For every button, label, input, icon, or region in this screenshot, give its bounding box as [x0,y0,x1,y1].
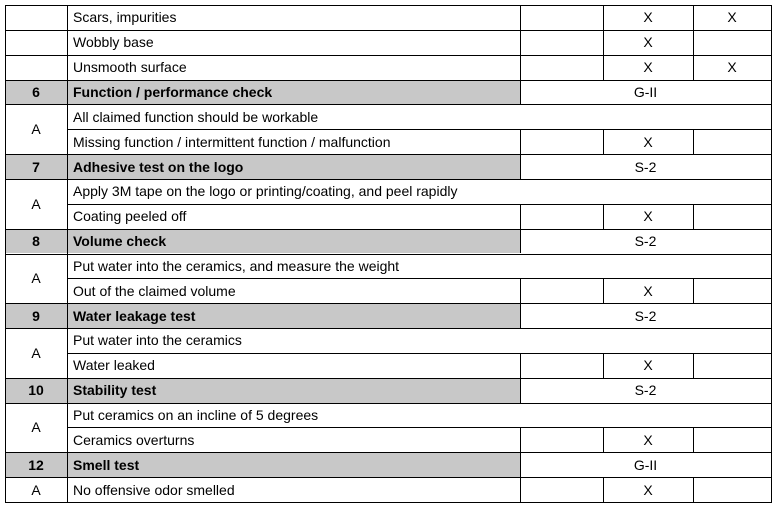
col-line [603,30,604,55]
col-line [520,353,521,378]
minor-mark [693,204,771,229]
col-line [520,477,521,502]
defect-item: Unsmooth surface [73,59,187,76]
critical-mark [520,5,603,30]
critical-mark [520,30,603,55]
col-line [603,353,604,378]
section-number: 10 [5,378,67,403]
section-title: Stability test [67,378,520,403]
row-line [5,80,772,81]
col-line [603,477,604,502]
minor-mark [693,278,771,303]
row-line [5,303,772,304]
sampling-level: G-II [633,83,658,100]
col-line [603,55,604,80]
critical-mark [520,427,603,452]
section-number: 6 [5,80,67,105]
col-line [603,204,604,229]
row-line [67,204,772,205]
test-method: Apply 3M tape on the logo or printing/coating, and peel rapidly [73,183,458,200]
minor-mark [693,30,771,55]
section-number: 9 [5,303,67,328]
defect-item: Scars, impurities [73,9,177,26]
sub-item-label: A [31,270,41,287]
major-mark: X [643,34,653,51]
sub-item-label: A [31,121,41,138]
section-title: Volume check [67,229,520,254]
sampling-level: S-2 [634,158,657,175]
col-line [520,278,521,303]
defect-item: Ceramics overturns [73,431,195,448]
test-method: All claimed function should be workable [73,108,319,125]
section-title: Smell test [67,452,520,477]
right-border [771,5,772,502]
minor-mark: X [727,9,737,26]
defect-item: Wobbly base [73,34,154,51]
sub-item-label: A [31,419,41,436]
row-line [5,229,772,230]
critical-mark [520,353,603,378]
major-mark: X [643,282,653,299]
col-line [693,278,694,303]
test-method: Put ceramics on an incline of 5 degrees [73,407,319,424]
col-line [693,477,694,502]
sampling-level: G-II [633,456,658,473]
defect-item: Water leaked [73,357,155,374]
col-line [693,129,694,154]
row-line [5,254,772,255]
col-line [693,5,694,30]
col-line [520,204,521,229]
critical-mark [520,129,603,154]
row-line [5,403,772,404]
defect-item: Out of the claimed volume [73,282,236,299]
col-line [67,5,68,502]
sub-item-label: A [31,481,41,498]
section-number: 12 [5,452,67,477]
minor-mark [693,353,771,378]
critical-mark [520,477,603,502]
sampling-level: S-2 [634,233,657,250]
row-line [5,179,772,180]
col-line [693,204,694,229]
defect-item: No offensive odor smelled [73,481,235,498]
row-line [67,278,772,279]
row-line [67,129,772,130]
critical-mark [520,55,603,80]
row-line [5,452,772,453]
col-line [603,129,604,154]
test-method: Put water into the ceramics, and measure the weight [73,257,400,274]
col-line [603,5,604,30]
minor-mark [693,427,771,452]
major-mark: X [643,357,653,374]
row-line [5,378,772,379]
major-mark: X [643,133,653,150]
section-title: Adhesive test on the logo [67,154,520,179]
sub-item-label: A [31,344,41,361]
minor-mark [693,129,771,154]
critical-mark [520,204,603,229]
row-line [5,154,772,155]
row-line [5,502,772,503]
col-line [693,55,694,80]
col-line [520,378,521,403]
row-line [5,328,772,329]
sampling-level: S-2 [634,382,657,399]
col-line [520,5,521,30]
left-border [5,5,6,502]
minor-mark: X [727,59,737,76]
col-line [520,30,521,55]
minor-mark [693,477,771,502]
section-number: 7 [5,154,67,179]
col-line [520,129,521,154]
sampling-level: S-2 [634,307,657,324]
defect-item: Coating peeled off [73,208,187,225]
sub-item-label: A [31,195,41,212]
critical-mark [520,278,603,303]
major-mark: X [643,481,653,498]
row-line [5,477,772,478]
col-line [693,30,694,55]
defect-item: Missing function / intermittent function / malfunction [73,133,391,150]
test-method: Put water into the ceramics [73,332,242,349]
col-line [520,427,521,452]
section-title: Water leakage test [67,303,520,328]
row-line [5,30,772,31]
row-line [67,353,772,354]
major-mark: X [643,431,653,448]
section-number: 8 [5,229,67,254]
col-line [520,55,521,80]
row-line [5,5,772,6]
col-line [603,427,604,452]
major-mark: X [643,59,653,76]
col-line [520,303,521,328]
row-line [5,104,772,105]
col-line [693,427,694,452]
col-line [520,229,521,254]
row-line [67,427,772,428]
col-line [693,353,694,378]
col-line [520,154,521,179]
major-mark: X [643,208,653,225]
major-mark: X [643,9,653,26]
section-title: Function / performance check [67,80,520,105]
row-line [5,55,772,56]
col-line [520,452,521,477]
col-line [603,278,604,303]
col-line [520,80,521,105]
